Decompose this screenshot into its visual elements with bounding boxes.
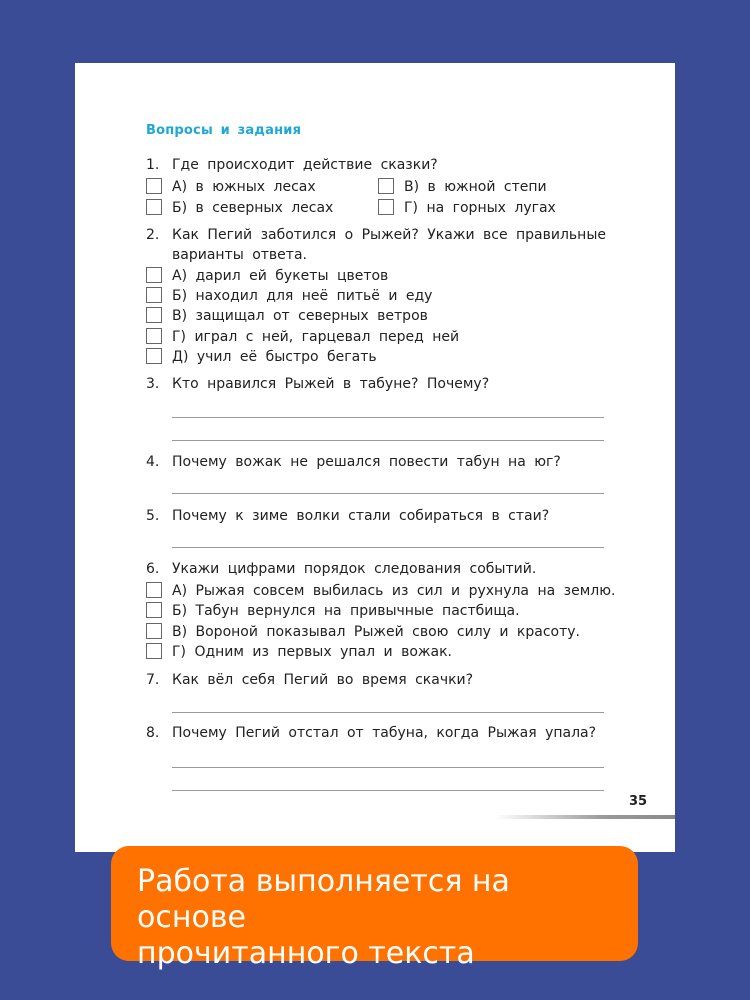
option-q1-a: А) в южных лесах	[172, 179, 316, 195]
event-q6-b: Б) Табун вернулся на привычные пастбища.	[172, 603, 520, 619]
option-q2-d: Г) играл с ней, гарцевал перед ней	[172, 329, 460, 345]
checkbox-q2-a[interactable]	[146, 267, 162, 283]
order-box-q6-a[interactable]	[146, 582, 162, 598]
order-box-q6-c[interactable]	[146, 623, 162, 639]
banner-text	[137, 864, 617, 972]
option-q2-e: Д) учил её быстро бегать	[172, 349, 377, 365]
option-q2-c: В) защищал от северных ветров	[172, 308, 428, 324]
question-3: 3. Кто нравился Рыжей в табуне? Почему?	[146, 376, 490, 392]
option-q2-b: Б) находил для неё питьё и еду	[172, 288, 433, 304]
question-2: 2. Как Пегий заботился о Рыжей? Укажи все правильные варианты ответа.	[146, 227, 607, 263]
question-5: 5. Почему к зиме волки стали собираться в стаи?	[146, 508, 550, 524]
answer-line-q8-2[interactable]	[172, 790, 604, 791]
checkbox-q1-a[interactable]	[146, 178, 162, 194]
question-8: 8. Почему Пегий отстал от табуна, когда Рыжая упала?	[146, 725, 597, 741]
option-q1-d: Г) на горных лугах	[404, 200, 556, 216]
event-q6-a: А) Рыжая совсем выбилась из сил и рухнула на землю.	[172, 583, 616, 599]
answer-line-q5[interactable]	[172, 547, 604, 548]
info-banner	[111, 846, 638, 971]
option-q2-a: А) дарил ей букеты цветов	[172, 268, 389, 284]
question-4: 4. Почему вожак не решался повести табун на юг?	[146, 454, 561, 470]
answer-line-q3-1[interactable]	[172, 417, 604, 418]
answer-line-q8-1[interactable]	[172, 767, 604, 768]
answer-line-q3-2[interactable]	[172, 440, 604, 441]
checkbox-q2-d[interactable]	[146, 328, 162, 344]
question-7: 7. Как вёл себя Пегий во время скачки?	[146, 672, 474, 688]
option-q1-c: В) в южной степи	[404, 179, 547, 195]
section-title: Вопросы и задания	[146, 123, 302, 138]
banner-line-1: Работа выполняется на основе	[137, 864, 510, 935]
event-q6-d: Г) Одним из первых упал и вожак.	[172, 644, 452, 660]
checkbox-q1-c[interactable]	[378, 178, 394, 194]
answer-line-q7[interactable]	[172, 712, 604, 713]
checkbox-q1-d[interactable]	[378, 199, 394, 215]
event-q6-c: В) Вороной показывал Рыжей свою силу и красоту.	[172, 624, 581, 640]
page-footer-bar	[495, 815, 675, 819]
option-q1-b: Б) в северных лесах	[172, 200, 334, 216]
workbook-page	[75, 63, 675, 852]
checkbox-q2-b[interactable]	[146, 287, 162, 303]
question-1: 1. Где происходит действие сказки?	[146, 157, 438, 173]
checkbox-q2-c[interactable]	[146, 307, 162, 323]
order-box-q6-d[interactable]	[146, 643, 162, 659]
banner-line-2: прочитанного текста	[137, 936, 475, 971]
checkbox-q1-b[interactable]	[146, 199, 162, 215]
page-number: 35	[629, 794, 648, 809]
answer-line-q4[interactable]	[172, 493, 604, 494]
question-6: 6. Укажи цифрами порядок следования событий.	[146, 561, 537, 577]
order-box-q6-b[interactable]	[146, 602, 162, 618]
checkbox-q2-e[interactable]	[146, 348, 162, 364]
